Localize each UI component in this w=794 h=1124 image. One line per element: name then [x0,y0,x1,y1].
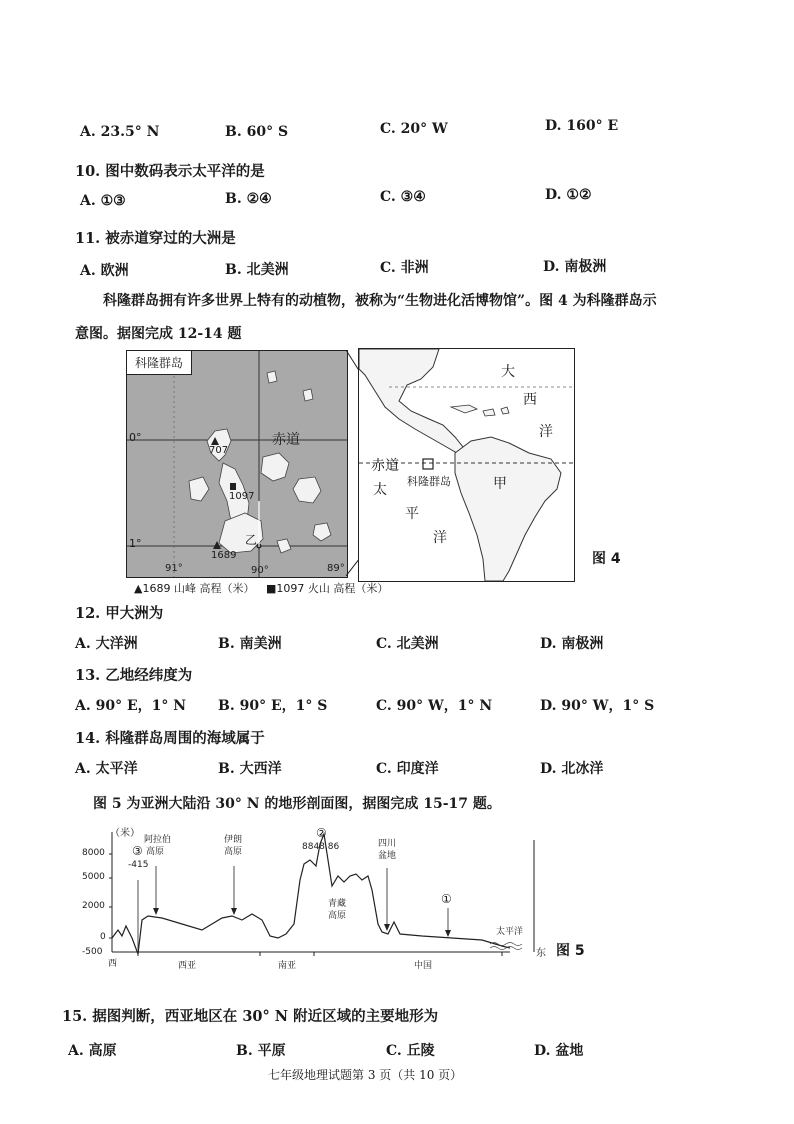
q11-stem: 11. 被赤道穿过的大洲是 [75,230,236,247]
q15-stem: 15. 据图判断，西亚地区在 30° N 附近区域的主要地形为 [62,1008,439,1025]
peak-707-label: 707 [209,445,229,456]
y-tick-5000: 5000 [82,872,105,882]
lon-89-label: 89° [327,563,345,574]
q12-stem: 12. 甲大洲为 [75,605,164,622]
q10-option-c: C. ③④ [380,189,426,205]
q10-option-a: A. ①③ [80,193,126,209]
q11-option-b: B. 北美洲 [225,262,289,278]
legend-peak-text: 1689 山峰 高程（米） [142,582,255,595]
lon-90-label: 90° [251,565,269,576]
peak-icon: ▲ [134,582,143,595]
q10-option-d: D. ①② [545,187,592,203]
yi-label: 乙 [245,533,258,547]
q12-option-b: B. 南美洲 [218,636,282,652]
label-iran-1: 伊朗 [224,835,243,845]
figure5-caption: 图 5 [556,943,585,959]
q11-option-a: A. 欧洲 [80,263,129,279]
q14-option-c: C. 印度洋 [376,761,439,777]
figure4-caption: 图 4 [592,551,621,567]
label-tibet-2: 高原 [328,911,347,921]
q13-option-d: D. 90° W，1° S [540,698,655,714]
x-label-south-asia: 南亚 [278,961,297,971]
q15-option-c: C. 丘陵 [386,1043,435,1059]
q10-stem: 10. 图中数码表示太平洋的是 [75,163,265,180]
x-label-china: 中国 [414,961,433,971]
legend-volcano-text: 1097 火山 高程（米） [276,582,389,595]
q10-option-b: B. ②④ [225,191,272,207]
q9-option-b: B. 60° S [225,124,289,140]
figure4-right-map [358,348,575,582]
lon-91-label: 91° [165,563,183,574]
q14-option-b: B. 大西洋 [218,761,282,777]
y-tick-minus500: -500 [82,947,103,957]
y-tick-0: 0 [100,932,106,942]
label-circle-2: ② [316,826,327,840]
right-xi-label: 西 [523,392,537,408]
x-label-west-asia: 西亚 [178,961,197,971]
q14-option-d: D. 北冰洋 [540,761,604,777]
right-ping-label: 平 [405,506,419,522]
label-tibet-1: 青藏 [328,899,347,909]
right-galapagos-label: 科隆群岛 [407,475,451,488]
figure4-left-title: 科隆群岛 [127,351,192,375]
lat-0-label: 0° [129,431,142,444]
q11-option-d: D. 南极洲 [543,259,607,275]
q13-option-a: A. 90° E，1° N [75,698,187,714]
q11-option-c: C. 非洲 [380,260,429,276]
peak-1689-label: 1689 [211,550,237,561]
q14-option-a: A. 太平洋 [75,761,138,777]
label-east: 东 [536,948,546,959]
label-arabia-1: 阿拉伯 [144,835,172,845]
volcano-1097-label: 1097 [229,491,255,502]
q13-option-b: B. 90° E，1° S [218,698,328,714]
q15-option-a: A. 高原 [68,1043,117,1059]
label-arabia-2: 高原 [146,847,165,857]
intro-15-17: 图 5 为亚洲大陆沿 30° N 的地形剖面图，据图完成 15-17 题。 [93,796,501,812]
q15-option-b: B. 平原 [236,1043,286,1059]
label-everest: 8848.86 [302,842,340,852]
label-circle-1: ① [441,892,452,906]
q9-option-a: A. 23.5° N [80,124,160,140]
right-equator-label: 赤道 [371,458,399,474]
figure4-left-map [126,350,348,578]
label-circle-3: ③ [132,844,143,858]
q12-option-c: C. 北美洲 [376,636,439,652]
right-yang1-label: 洋 [539,424,553,440]
intro-12-14-line2: 意图。据图完成 12-14 题 [75,326,242,342]
q13-option-c: C. 90° W，1° N [376,698,493,714]
lat-1-label: 1° [129,537,142,550]
q12-option-d: D. 南极洲 [540,636,604,652]
q14-stem: 14. 科隆群岛周围的海域属于 [75,730,265,747]
q13-stem: 13. 乙地经纬度为 [75,667,193,684]
label-pacific: 太平洋 [496,927,524,937]
q9-option-c: C. 20° W [380,121,448,137]
label-minus415: -415 [128,860,149,870]
q9-option-d: D. 160° E [545,118,619,134]
equator-label: 赤道 [272,432,300,448]
right-tai-label: 太 [373,482,387,498]
label-west: 西 [108,959,118,969]
q15-option-d: D. 盆地 [534,1043,584,1059]
figure4-legend [134,580,388,596]
y-unit-label: （米） [110,828,140,839]
figure4-left-map-svg [127,351,347,577]
y-tick-2000: 2000 [82,901,105,911]
label-sichuan-1: 四川 [378,839,397,849]
right-jia-label: 甲 [493,476,507,492]
page-footer: 七年级地理试题第 3 页（共 10 页） [268,1068,463,1082]
y-tick-8000: 8000 [82,848,105,858]
label-iran-2: 高原 [224,847,243,857]
q12-option-a: A. 大洋洲 [75,636,138,652]
right-yang2-label: 洋 [433,530,447,546]
label-sichuan-2: 盆地 [378,851,397,861]
right-da-label: 大 [501,364,515,380]
volcano-icon: ■ [265,582,277,595]
intro-12-14-line1: 科隆群岛拥有许多世界上特有的动植物，被称为“生物进化活博物馆”。图 4 为科隆群岛示 [103,293,657,309]
figure5-profile [82,820,592,970]
